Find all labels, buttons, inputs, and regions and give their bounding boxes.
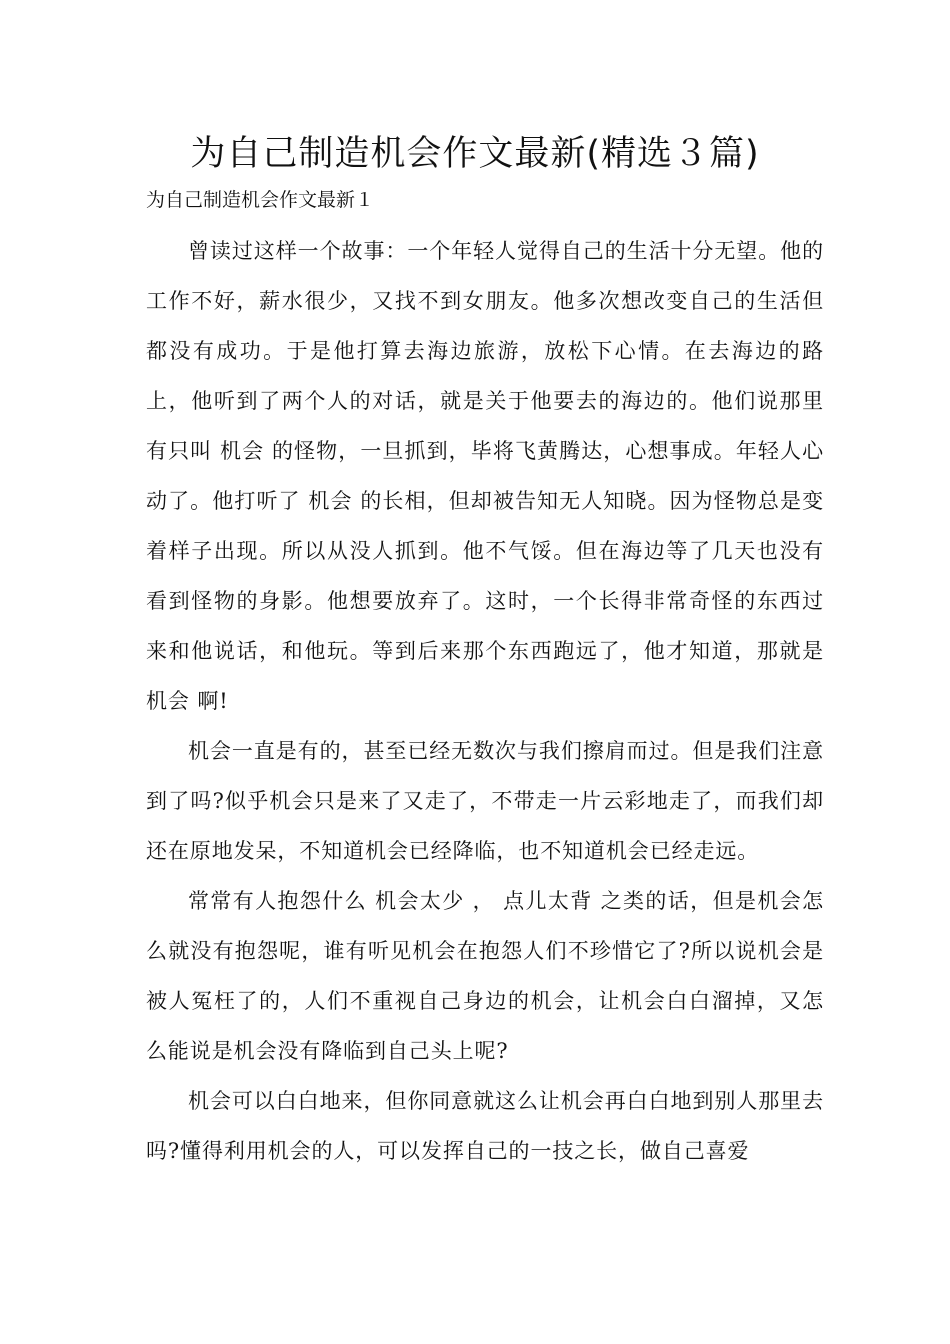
document-title: 为自己制造机会作文最新(精选３篇) bbox=[190, 134, 760, 174]
paragraph: 机会一直是有的，甚至已经无数次与我们擦肩而过。但是我们注意到了吗?似乎机会只是来了又走了，不带走一片云彩地走了，而我们却还在原地发呆，不知道机会已经降临，也不知道机会已经走远。 bbox=[146, 739, 824, 863]
paragraph: 常常有人抱怨什么 机会太少 ， 点儿太背 之类的话，但是机会怎么就没有抱怨呢，谁有听见机会在抱怨人们不珍惜它了?所以说机会是被人冤枉了的，人们不重视自己身边的机会，让机会白白溜掉，又怎么能说是机会没有降临到自己头上呢? bbox=[146, 889, 824, 1063]
section-heading: 为自己制造机会作文最新１ bbox=[146, 189, 375, 211]
document-body bbox=[146, 226, 824, 1176]
paragraph: 机会可以白白地来，但你同意就这么让机会再白白地到别人那里去吗?懂得利用机会的人，可以发挥自己的一技之长，做自己喜爱 bbox=[146, 1089, 824, 1163]
paragraph: 曾读过这样一个故事：一个年轻人觉得自己的生活十分无望。他的工作不好，薪水很少，又找不到女朋友。他多次想改变自己的生活但都没有成功。于是他打算去海边旅游，放松下心情。在去海边的路上，他听到了两个人的对话，就是关于他要去的海边的。他们说那里有只叫 机会 的怪物，一旦抓到，毕将飞黄腾达，心想事成。年轻人心动了。他打听了 机会 的长相，但却被告知无人知晓。因为怪物总是变着样子出现。所以从没人抓到。他不气馁。但在海边等了几天也没有看到怪物的身影。他想要放弃了。这时，一个长得非常奇怪的东西过来和他说话，和他玩。等到后来那个东西跑远了，他才知道，那就是 机会 啊! bbox=[146, 239, 824, 713]
